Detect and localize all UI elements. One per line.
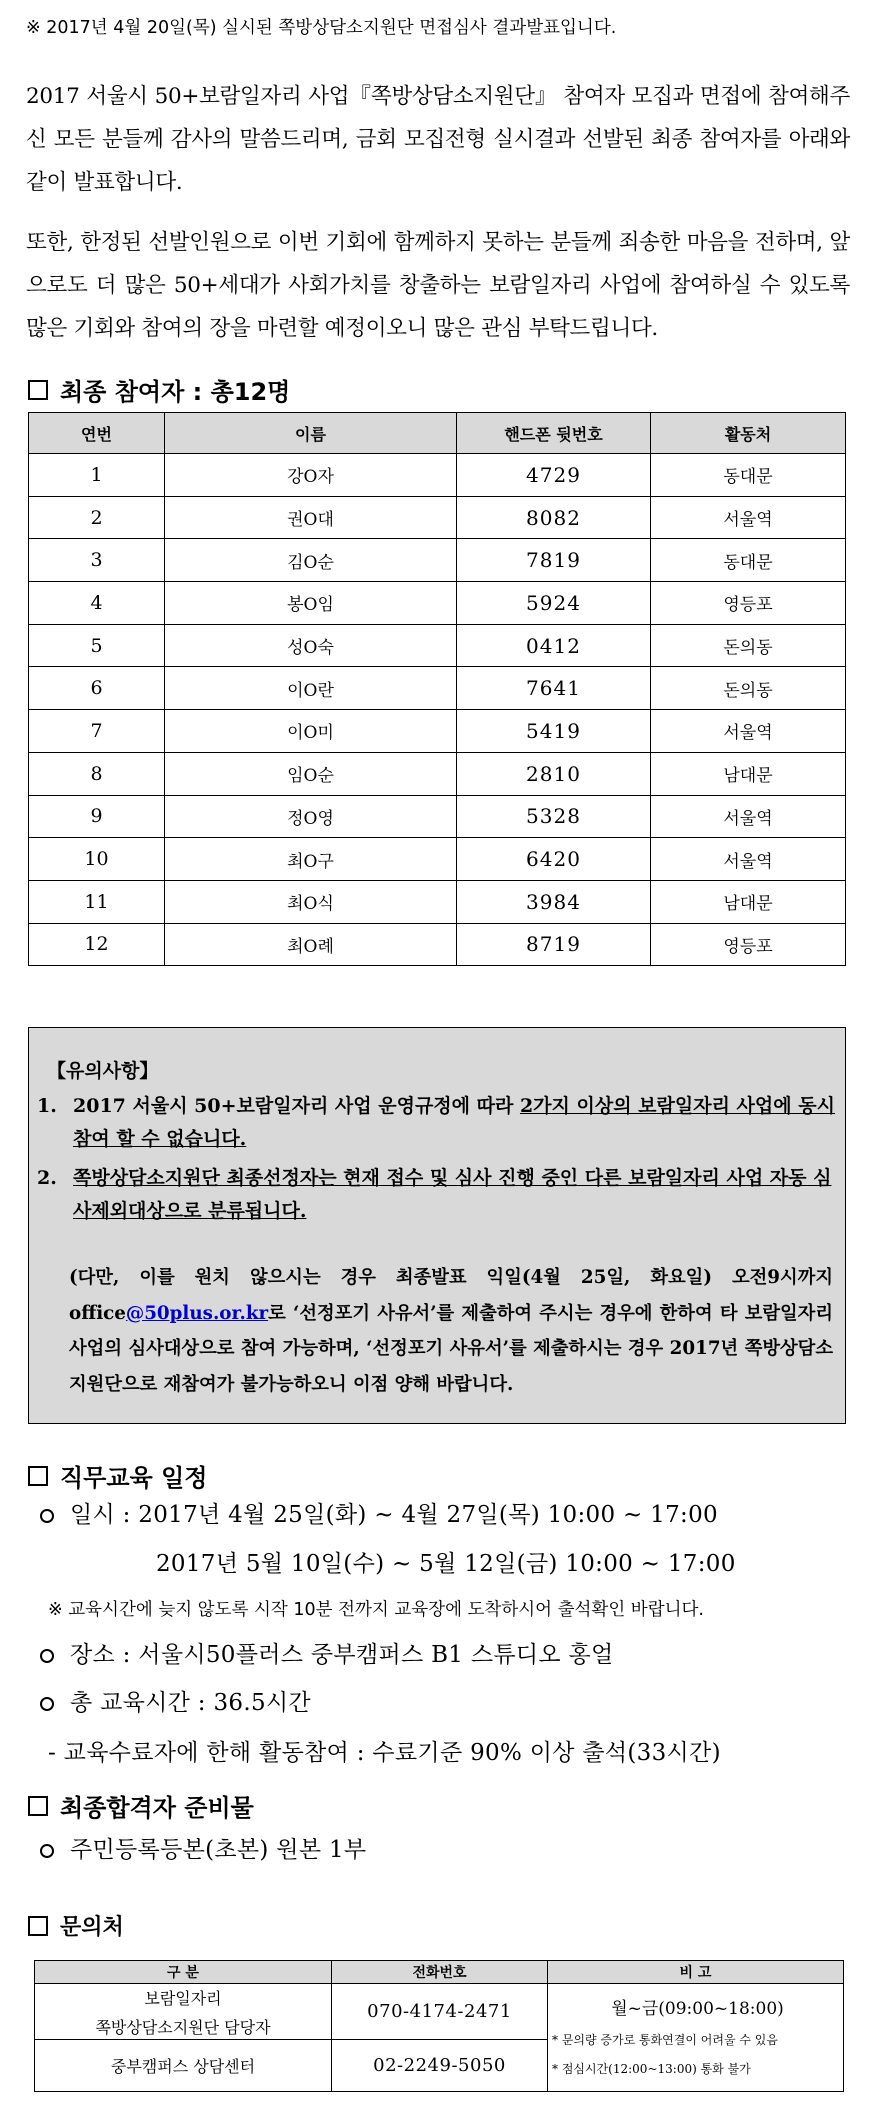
- caution-item-1-text-b: 2가지 이상의 보람일자리 사업에 동시참여 할 수 없습니다.: [73, 1095, 835, 1150]
- row-name: 봉O임: [165, 582, 457, 625]
- row-name: 김O순: [165, 539, 457, 582]
- row-no: 2: [29, 496, 165, 539]
- caution-note-text-a: (다만, 이를 원치 않으시는 경우 최종발표 익일(4월 25일, 화요일) 오전9시까지 office: [69, 1267, 833, 1324]
- row-phone: 4729: [457, 454, 651, 497]
- row-phone: 8082: [457, 496, 651, 539]
- table-row: [29, 582, 846, 625]
- row-name: 성O숙: [165, 624, 457, 667]
- table-row: [29, 752, 846, 795]
- row-name: 강O자: [165, 454, 457, 497]
- contact-row-1-line-2: 쪽방상담소지원단 담당자: [95, 2017, 271, 2037]
- training-date-1: [40, 1496, 718, 1529]
- row-phone: 8719: [457, 923, 651, 966]
- col-header-phone: 핸드폰 뒷번호: [457, 413, 651, 454]
- table-row: [29, 795, 846, 838]
- notice-text: ※ 2017년 4월 20일(목) 실시된 쪽방상담소지원단 면접심사 결과발표입니다.: [26, 18, 617, 38]
- row-no: 10: [29, 838, 165, 881]
- row-place: 서울역: [651, 838, 846, 881]
- row-phone: 0412: [457, 624, 651, 667]
- row-no: 5: [29, 624, 165, 667]
- table-row: [29, 710, 846, 753]
- remark-note-1: * 문의량 증가로 통화연결이 어려울 수 있음: [552, 2033, 778, 2047]
- table-row: [29, 880, 846, 923]
- checkbox-square-icon: [28, 1796, 48, 1816]
- row-phone: 6420: [457, 838, 651, 881]
- caution-item-1-text: [73, 1090, 839, 1156]
- row-phone: 5419: [457, 710, 651, 753]
- row-no: 1: [29, 454, 165, 497]
- table-row: [29, 539, 846, 582]
- training-place: [40, 1636, 614, 1669]
- col-header-place: 활동처: [651, 413, 846, 454]
- prep-heading: [28, 1788, 254, 1823]
- training-hours: [40, 1684, 311, 1717]
- row-name: 최O례: [165, 923, 457, 966]
- row-place: 동대문: [651, 454, 846, 497]
- row-name: 권O대: [165, 496, 457, 539]
- contact-row-2-category: 중부캠퍼스 상담센터: [35, 2040, 332, 2092]
- contact-table-header: [35, 1961, 844, 1984]
- row-phone: 7641: [457, 667, 651, 710]
- intro-paragraph-2: 또한, 한정된 선발인원으로 이번 기회에 함께하지 못하는 분들께 죄송한 마음을 전하며, 앞으로도 더 많은 50+세대가 사회가치를 창출하는 보람일자리 사업에 참여하실 수 있도록 많은 기회와 참여의 장을 마련할 예정이오니 많은 관심 부탁드립니다.: [26, 230, 850, 341]
- intro-paragraph-1: 2017 서울시 50+보람일자리 사업『쪽방상담소지원단』 참여자 모집과 면접에 참여해주신 모든 분들께 감사의 말씀드리며, 금회 모집전형 실시결과 선발된 최종 참여자를 아래와 같이 발표합니다.: [26, 84, 850, 195]
- row-place: 영등포: [651, 582, 846, 625]
- prep-item: [40, 1831, 366, 1864]
- remark-note-2: * 점심시간(12:00~13:00) 통화 불가: [552, 2062, 751, 2076]
- contact-row-2-phone: 02-2249-5050: [332, 2040, 548, 2092]
- caution-item-1-number: 1.: [37, 1095, 57, 1117]
- row-no: 6: [29, 667, 165, 710]
- row-no: 12: [29, 923, 165, 966]
- contact-row-1-phone: 070-4174-2471: [332, 1984, 548, 2040]
- row-place: 동대문: [651, 539, 846, 582]
- bullet-circle-icon: [40, 1697, 54, 1711]
- prep-item-text: 주민등록등본(초본) 원본 1부: [70, 1837, 367, 1863]
- row-place: 서울역: [651, 496, 846, 539]
- row-no: 3: [29, 539, 165, 582]
- contact-heading: [28, 1910, 124, 1941]
- caution-note-text-b: 로 ‘선정포기 사유서’를 제출하여 주시는 경우에 한하여 타 보람일자리 사업의 심사대상으로 참여 가능하며, ‘선정포기 사유서’를 제출하시는 경우 2017년 쪽방상담소지원단으로 재참여가 불가능하오니 이점 양해 바랍니다.: [69, 1302, 833, 1395]
- training-title: 직무교육 일정: [60, 1464, 208, 1492]
- contact-col-remark: 비 고: [548, 1961, 844, 1984]
- contact-row-1-line-1: 보람일자리: [144, 1988, 222, 2008]
- caution-item-2-number: 2.: [37, 1167, 57, 1189]
- row-no: 8: [29, 752, 165, 795]
- participants-table-header: [29, 413, 846, 454]
- row-place: 서울역: [651, 795, 846, 838]
- row-name: 최O식: [165, 880, 457, 923]
- checkbox-square-icon: [28, 380, 48, 400]
- bullet-circle-icon: [40, 1649, 54, 1663]
- row-place: 돈의동: [651, 624, 846, 667]
- table-row: [29, 454, 846, 497]
- final-participants-title: 최종 참여자 : 총12명: [60, 378, 291, 406]
- row-phone: 7819: [457, 539, 651, 582]
- table-row: [35, 1984, 844, 2040]
- training-date-2: 2017년 5월 10일(수) ~ 5월 12일(금) 10:00 ~ 17:00: [156, 1551, 736, 1577]
- table-row: [29, 838, 846, 881]
- table-row: [29, 496, 846, 539]
- caution-note: [69, 1260, 833, 1402]
- row-phone: 5328: [457, 795, 651, 838]
- caution-item-1-text-a: 2017 서울시 50+보람일자리 사업 운영규정에 따라: [73, 1095, 520, 1117]
- row-no: 4: [29, 582, 165, 625]
- table-row: [29, 624, 846, 667]
- row-no: 11: [29, 880, 165, 923]
- training-place-text: 장소 : 서울시50플러스 중부캠퍼스 B1 스튜디오 홍얼: [70, 1642, 614, 1668]
- row-name: 정O영: [165, 795, 457, 838]
- contact-table: [34, 1960, 844, 2092]
- remark-hours: 월~금(09:00~18:00): [611, 1999, 784, 2019]
- caution-item-2-text: 쪽방상담소지원단 최종선정자는 현재 접수 및 심사 진행 중인 다른 보람일자리 사업 자동 심사제외대상으로 분류됩니다.: [73, 1167, 832, 1222]
- row-name: 이O미: [165, 710, 457, 753]
- bullet-circle-icon: [40, 1844, 54, 1858]
- training-note: ※ 교육시간에 늦지 않도록 시작 10분 전까지 교육장에 도착하시어 출석확인 바랍니다.: [48, 1600, 704, 1620]
- caution-item-2: [37, 1162, 839, 1228]
- row-place: 서울역: [651, 710, 846, 753]
- email-link[interactable]: @50plus.or.kr: [125, 1302, 269, 1324]
- contact-remark: [548, 1984, 844, 2092]
- checkbox-square-icon: [28, 1466, 48, 1486]
- row-name: 임O순: [165, 752, 457, 795]
- training-date-1-text: 일시 : 2017년 4월 25일(화) ~ 4월 27일(목) 10:00 ~ 17:00: [70, 1502, 718, 1528]
- bullet-circle-icon: [40, 1509, 54, 1523]
- prep-title: 최종합격자 준비물: [60, 1794, 254, 1822]
- row-place: 돈의동: [651, 667, 846, 710]
- participants-table: [28, 412, 846, 966]
- table-row: [29, 923, 846, 966]
- row-no: 7: [29, 710, 165, 753]
- row-place: 남대문: [651, 880, 846, 923]
- contact-title: 문의처: [60, 1915, 124, 1940]
- table-row: [29, 667, 846, 710]
- contact-col-phone: 전화번호: [332, 1961, 548, 1984]
- training-hours-text: 총 교육시간 : 36.5시간: [70, 1690, 311, 1716]
- final-participants-heading: [28, 372, 290, 407]
- training-criteria: - 교육수료자에 한해 활동참여 : 수료기준 90% 이상 출석(33시간): [48, 1740, 721, 1766]
- row-no: 9: [29, 795, 165, 838]
- training-heading: [28, 1458, 207, 1493]
- row-place: 영등포: [651, 923, 846, 966]
- checkbox-square-icon: [28, 1916, 48, 1936]
- col-header-no: 연번: [29, 413, 165, 454]
- contact-row-1-category: [35, 1984, 332, 2040]
- row-name: 이O란: [165, 667, 457, 710]
- row-phone: 3984: [457, 880, 651, 923]
- row-phone: 2810: [457, 752, 651, 795]
- row-name: 최O구: [165, 838, 457, 881]
- caution-box: [28, 1027, 846, 1424]
- contact-col-category: 구 분: [35, 1961, 332, 1984]
- col-header-name: 이름: [165, 413, 457, 454]
- caution-item-1: [37, 1090, 839, 1156]
- caution-header: 【유의사항】: [47, 1060, 159, 1082]
- row-phone: 5924: [457, 582, 651, 625]
- row-place: 남대문: [651, 752, 846, 795]
